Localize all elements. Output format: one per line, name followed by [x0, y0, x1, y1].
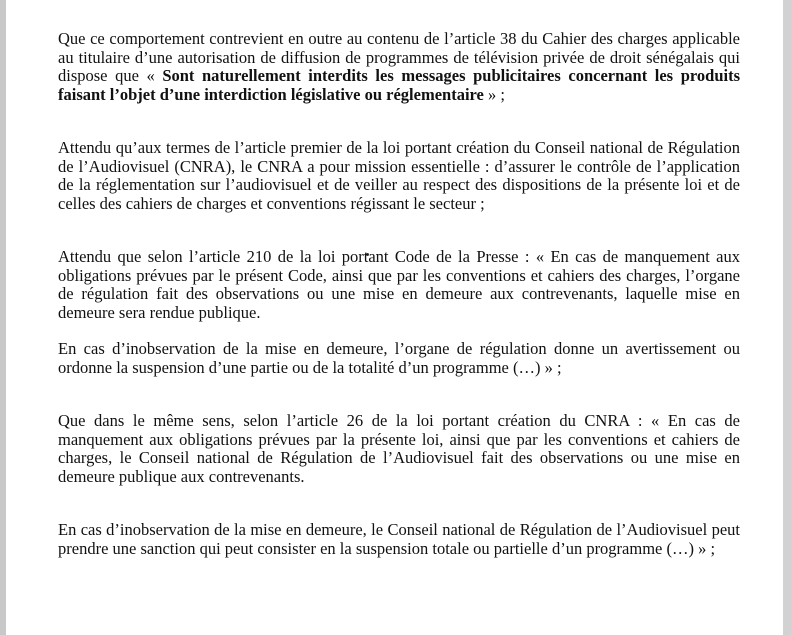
paragraph-article-38 [58, 30, 740, 104]
paragraph-code-presse-210: Attendu que selon l’article 210 de la loi portant Code de la Presse : « En cas de manquement aux obligations prévues par le présent Code, ainsi que par les conventions et cahiers des charges, l’organe de régulation fait des observations ou une mise en demeure aux contrevenants, laquelle mise en demeure sera rendue publique. [58, 247, 740, 322]
document-page [58, 30, 740, 558]
paragraph-cnra-article-26: Que dans le même sens, selon l’article 26 de la loi portant création du CNRA : « En cas de manquement aux obligations prévues par la présente loi, ainsi que par les conventions et cahiers de charges, le Conseil national de Régulation de l’Audiovisuel fait des observations ou une mise en demeure publique aux contrevenants. [58, 411, 740, 486]
paragraph-spacer [58, 322, 740, 340]
paragraph-spacer [58, 486, 740, 521]
paragraph-article-38-intro: Que ce comportement contrevient en outre au contenu de l’article 38 du Cahier des charges applicable au titulaire d’une autorisation de diffusion de programmes de télévision privée de droit sénégalais qui dispose que « [58, 29, 740, 85]
quoted-prohibition: Sont naturellement interdits les messages publicitaires concernant les produits faisant l’objet d’une interdiction législative ou réglementaire [58, 66, 740, 104]
paragraph-article-38-end: » ; [483, 84, 505, 104]
paragraph-spacer [58, 377, 740, 412]
paragraph-spacer [58, 213, 740, 248]
left-page-edge [0, 0, 6, 635]
paragraph-spacer [58, 104, 740, 139]
right-page-edge [783, 0, 791, 635]
paragraph-inobservation-1: En cas d’inobservation de la mise en demeure, l’organe de régulation donne un avertissement ou ordonne la suspension d’une partie ou de la totalité d’un programme (…) » ; [58, 339, 740, 377]
paragraph-inobservation-2: En cas d’inobservation de la mise en demeure, le Conseil national de Régulation de l’Audiovisuel peut prendre une sanction qui peut consister en la suspension totale ou partielle d’un programme (…) » ; [58, 520, 740, 558]
paragraph-cnra-mission: Attendu qu’aux termes de l’article premier de la loi portant création du Conseil national de Régulation de l’Audiovisuel (CNRA), le CNRA a pour mission essentielle : d’assurer le contrôle de l’application de la réglementation sur l’audiovisuel et de veiller au respect des dispositions de la présente loi et de celles des cahiers de charges et conventions régissant le secteur ; [58, 138, 740, 213]
